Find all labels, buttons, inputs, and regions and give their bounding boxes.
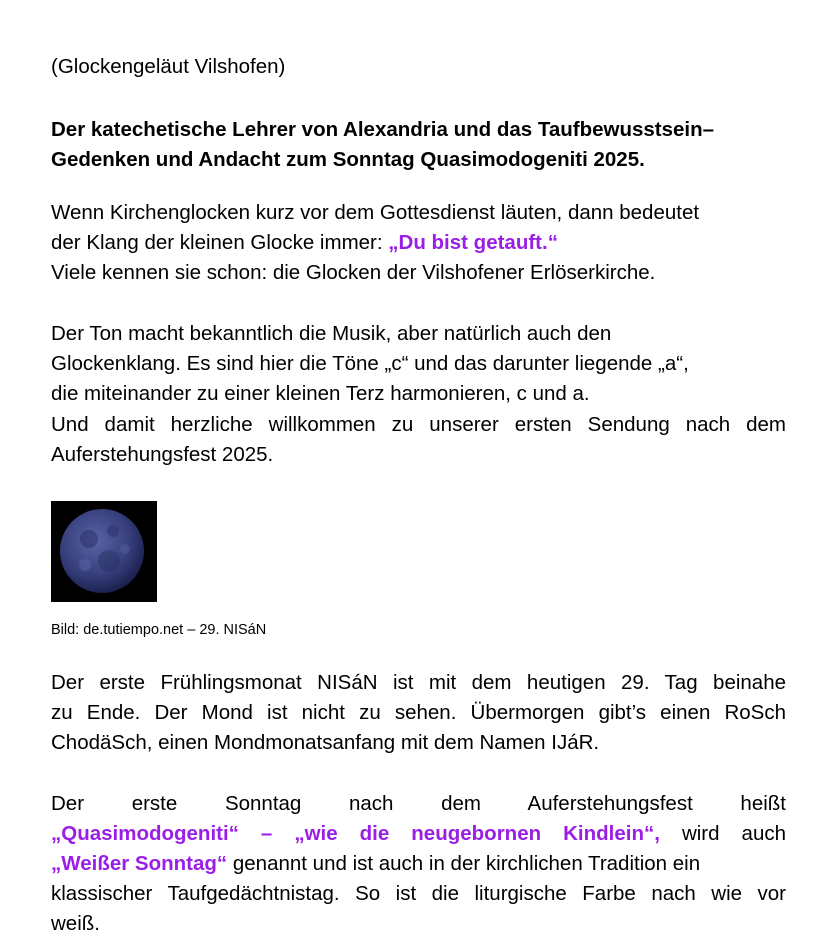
title-line-2: Gedenken und Andacht zum Sonntag Quasimodogeniti 2025. <box>51 148 645 171</box>
source-note: (Glockengeläut Vilshofen) <box>51 55 286 78</box>
paragraph-1-line-2 <box>51 228 786 258</box>
title-line-1: Der katechetische Lehrer von Alexandria und das Taufbewusstsein– <box>51 118 715 141</box>
paragraph-4-line-2 <box>51 819 786 849</box>
quote-weisser-sonntag: „Weißer Sonntag“ <box>51 852 228 875</box>
quote-du-bist-getauft: „Du bist getauft.“ <box>388 231 558 254</box>
paragraph-2-line-1: Der Ton macht bekanntlich die Musik, aber natürlich auch den <box>51 322 612 345</box>
paragraph-2-line-4: Und damit herzliche willkommen zu unserer ersten Sendung nach dem <box>51 413 786 436</box>
paragraph-4-line-4: klassischer Taufgedächtnistag. So ist die liturgische Farbe nach wie vor <box>51 882 786 905</box>
paragraph-3-line-2: zu Ende. Der Mond ist nicht zu sehen. Übermorgen gibt’s einen RoSch <box>51 701 786 724</box>
paragraph-4-line-5: weiß. <box>51 912 100 935</box>
paragraph-2-line-3: die miteinander zu einer kleinen Terz harmonieren, c und a. <box>51 382 590 405</box>
paragraph-4-text-b: genannt und ist auch in der kirchlichen Tradition ein <box>227 852 701 875</box>
paragraph-2-line-5: Auferstehungsfest 2025. <box>51 443 274 466</box>
paragraph-4-line-3 <box>51 849 786 879</box>
image-caption: Bild: de.tutiempo.net – 29. NISáN <box>51 622 267 638</box>
paragraph-3-line-3: ChodäSch, einen Mondmonatsanfang mit dem Namen IJáR. <box>51 731 600 754</box>
paragraph-1-line-1: Wenn Kirchenglocken kurz vor dem Gottesdienst läuten, dann bedeutet <box>51 201 700 224</box>
paragraph-4-text-a: wird auch <box>659 822 786 845</box>
moon-icon <box>51 501 157 602</box>
paragraph-1-line-3: Viele kennen sie schon: die Glocken der Vilshofener Erlöserkirche. <box>51 261 656 284</box>
quote-quasimodogeniti: „Quasimodogeniti“ – „wie die neugebornen Kindlein“, <box>51 822 660 845</box>
moon-image <box>51 501 157 602</box>
paragraph-4-line-1: Der erste Sonntag nach dem Auferstehungsfest heißt <box>51 792 786 815</box>
paragraph-2-line-2: Glockenklang. Es sind hier die Töne „c“ und das darunter liegende „a“, <box>51 352 689 375</box>
paragraph-1-text: der Klang der kleinen Glocke immer: <box>51 231 389 254</box>
paragraph-3-line-1: Der erste Frühlingsmonat NISáN ist mit dem heutigen 29. Tag beinahe <box>51 671 786 694</box>
